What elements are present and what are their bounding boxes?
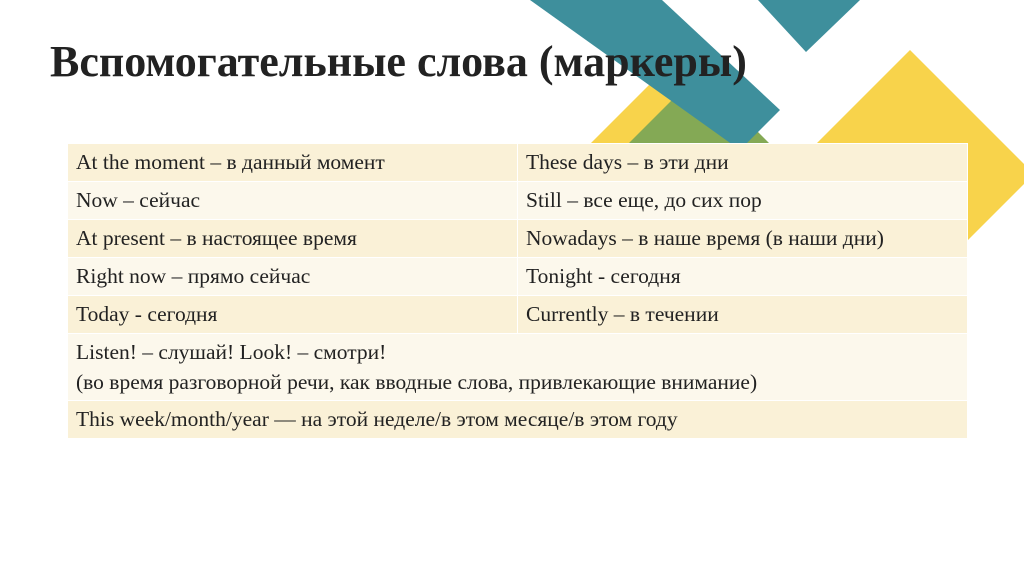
table-cell: These days – в эти дни — [518, 144, 968, 182]
table-cell-wide — [68, 334, 968, 401]
table-cell: At the moment – в данный момент — [68, 144, 518, 182]
table-row-wide — [68, 401, 968, 439]
table-cell: Today - сегодня — [68, 296, 518, 334]
slide-title: Вспомогательные слова (маркеры) — [50, 37, 747, 86]
table-cell-wide: This week/month/year — на этой неделе/в этом месяце/в этом году — [68, 401, 968, 439]
phrase-table — [67, 143, 968, 439]
table-cell: Currently – в течении — [518, 296, 968, 334]
table-row-wide — [68, 334, 968, 401]
table-row — [68, 258, 968, 296]
table-row — [68, 144, 968, 182]
table-cell: Still – все еще, до сих пор — [518, 182, 968, 220]
table-cell: Now – сейчас — [68, 182, 518, 220]
table-cell: Tonight - сегодня — [518, 258, 968, 296]
table-cell: At present – в настоящее время — [68, 220, 518, 258]
table-row — [68, 296, 968, 334]
table-row — [68, 182, 968, 220]
wide-cell-line: (во время разговорной речи, как вводные слова, привлекающие внимание) — [76, 370, 758, 394]
table-row — [68, 220, 968, 258]
teal-triangle — [758, 0, 860, 52]
wide-cell-line: Listen! – слушай! Look! – смотри! — [76, 340, 387, 364]
table-cell: Right now – прямо сейчас — [68, 258, 518, 296]
table-cell: Nowadays – в наше время (в наши дни) — [518, 220, 968, 258]
